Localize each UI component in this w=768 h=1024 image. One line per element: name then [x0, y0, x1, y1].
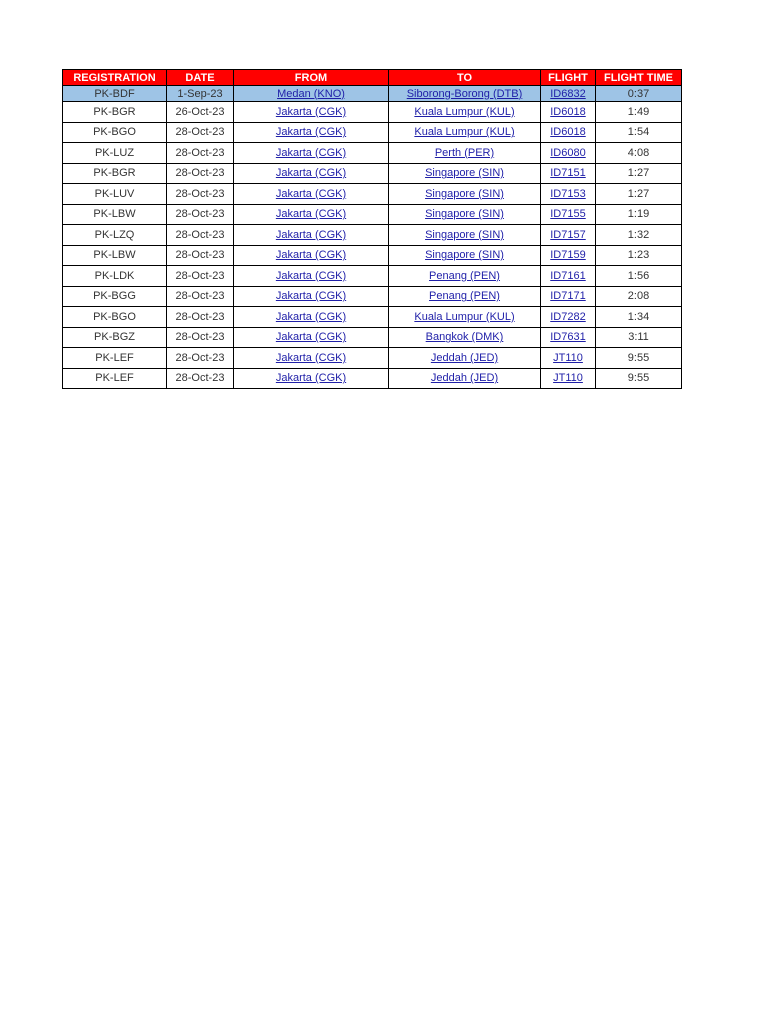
to-link-wrap: [389, 163, 541, 184]
flight-time-cell: 1:32: [627, 228, 650, 241]
flight-time-cell-wrap: [596, 184, 682, 205]
table-body: [63, 86, 682, 389]
from-link-wrap: [234, 102, 389, 123]
registration-cell: PK-LUV: [94, 187, 135, 200]
from-link-wrap: [234, 245, 389, 266]
registration-cell-wrap: [63, 184, 167, 205]
flight-link[interactable]: ID7161: [550, 269, 586, 282]
flight-time-cell: 0:37: [627, 87, 650, 100]
date-cell-wrap: [167, 184, 234, 205]
flight-link-wrap: [541, 86, 596, 102]
registration-cell-wrap: [63, 245, 167, 266]
date-cell: 28-Oct-23: [175, 290, 225, 303]
registration-cell: PK-LUZ: [94, 146, 135, 159]
flight-link-wrap: [541, 286, 596, 307]
from-link-wrap: [234, 122, 389, 143]
date-cell-wrap: [167, 225, 234, 246]
to-link[interactable]: Jeddah (JED): [430, 351, 499, 364]
flight-link[interactable]: ID7171: [550, 290, 586, 303]
to-link-wrap: [389, 122, 541, 143]
flight-time-cell: 1:23: [627, 249, 650, 262]
date-cell-wrap: [167, 245, 234, 266]
flight-time-cell: 1:56: [627, 269, 650, 282]
registration-cell-wrap: [63, 143, 167, 164]
registration-cell-wrap: [63, 86, 167, 102]
table-row: [63, 163, 682, 184]
date-cell-wrap: [167, 102, 234, 123]
to-link-wrap: [389, 348, 541, 369]
to-link[interactable]: Perth (PER): [434, 146, 495, 159]
header-date: DATE: [167, 70, 234, 86]
flight-link-wrap: [541, 184, 596, 205]
to-link-wrap: [389, 184, 541, 205]
to-link-wrap: [389, 286, 541, 307]
registration-cell-wrap: [63, 102, 167, 123]
date-cell: 28-Oct-23: [175, 167, 225, 180]
registration-cell: PK-BGR: [93, 167, 136, 180]
table-row: [63, 225, 682, 246]
table-row: [63, 266, 682, 287]
date-cell-wrap: [167, 348, 234, 369]
from-link[interactable]: Jakarta (CGK): [275, 310, 347, 323]
flight-time-cell: 1:54: [627, 126, 650, 139]
from-link[interactable]: Jakarta (CGK): [275, 331, 347, 344]
flight-link[interactable]: ID6018: [550, 126, 586, 139]
table-row: [63, 286, 682, 307]
to-link[interactable]: Singapore (SIN): [425, 187, 504, 200]
date-cell: 28-Oct-23: [175, 269, 225, 282]
table-row: [63, 122, 682, 143]
table-row: [63, 102, 682, 123]
registration-cell-wrap: [63, 286, 167, 307]
flight-table: [62, 69, 682, 389]
flight-time-cell-wrap: [596, 286, 682, 307]
to-link[interactable]: Penang (PEN): [429, 269, 500, 282]
from-link-wrap: [234, 143, 389, 164]
flight-time-cell: 3:11: [628, 331, 649, 344]
header-row: [63, 70, 682, 86]
to-link[interactable]: Siborong-Borong (DTB): [406, 87, 523, 100]
flight-link-wrap: [541, 327, 596, 348]
to-link[interactable]: Singapore (SIN): [425, 167, 504, 180]
flight-link[interactable]: ID7155: [550, 208, 586, 221]
to-link-wrap: [389, 266, 541, 287]
date-cell: 28-Oct-23: [175, 310, 225, 323]
date-cell: 28-Oct-23: [175, 187, 225, 200]
to-link-wrap: [389, 327, 541, 348]
table-row: [63, 245, 682, 266]
table-row: [63, 143, 682, 164]
date-cell-wrap: [167, 204, 234, 225]
flight-time-cell: 1:27: [627, 167, 650, 180]
from-link[interactable]: Jakarta (CGK): [275, 167, 347, 180]
header-flight-time: FLIGHT TIME: [596, 70, 682, 86]
table-row: [63, 348, 682, 369]
date-cell: 28-Oct-23: [175, 126, 225, 139]
flight-time-cell: 9:55: [627, 372, 650, 385]
flight-time-cell-wrap: [596, 245, 682, 266]
flight-link-wrap: [541, 204, 596, 225]
header-registration: REGISTRATION: [63, 70, 167, 86]
to-link[interactable]: Jeddah (JED): [430, 372, 499, 385]
flight-link[interactable]: ID7157: [550, 228, 586, 241]
registration-cell-wrap: [63, 307, 167, 328]
from-link[interactable]: Jakarta (CGK): [275, 228, 347, 241]
flight-time-cell: 4:08: [627, 146, 650, 159]
from-link-wrap: [234, 368, 389, 389]
flight-link-wrap: [541, 266, 596, 287]
to-link-wrap: [389, 102, 541, 123]
registration-cell: PK-LDK: [94, 269, 135, 282]
registration-cell: PK-LBW: [93, 249, 136, 262]
header-to: TO: [389, 70, 541, 86]
from-link-wrap: [234, 266, 389, 287]
to-link-wrap: [389, 307, 541, 328]
registration-cell: PK-BDF: [94, 87, 135, 100]
registration-cell-wrap: [63, 327, 167, 348]
to-link[interactable]: Kuala Lumpur (KUL): [414, 310, 515, 323]
date-cell: 28-Oct-23: [175, 146, 225, 159]
from-link-wrap: [234, 163, 389, 184]
to-link-wrap: [389, 368, 541, 389]
flight-link-wrap: [541, 225, 596, 246]
registration-cell-wrap: [63, 163, 167, 184]
flight-link[interactable]: ID7631: [550, 331, 586, 344]
flight-link[interactable]: JT110: [553, 372, 583, 385]
table-row: [63, 307, 682, 328]
registration-cell-wrap: [63, 204, 167, 225]
date-cell-wrap: [167, 86, 234, 102]
flight-link-wrap: [541, 102, 596, 123]
flight-time-cell-wrap: [596, 204, 682, 225]
date-cell: 28-Oct-23: [175, 228, 225, 241]
flight-time-cell-wrap: [596, 143, 682, 164]
to-link[interactable]: Kuala Lumpur (KUL): [414, 105, 515, 118]
to-link-wrap: [389, 143, 541, 164]
date-cell: 28-Oct-23: [175, 331, 225, 344]
from-link[interactable]: Jakarta (CGK): [275, 208, 347, 221]
flight-time-cell-wrap: [596, 163, 682, 184]
to-link[interactable]: Singapore (SIN): [425, 249, 504, 262]
registration-cell-wrap: [63, 348, 167, 369]
date-cell-wrap: [167, 327, 234, 348]
date-cell: 28-Oct-23: [175, 372, 225, 385]
date-cell-wrap: [167, 286, 234, 307]
flight-time-cell-wrap: [596, 368, 682, 389]
from-link[interactable]: Jakarta (CGK): [275, 105, 347, 118]
flight-time-cell-wrap: [596, 348, 682, 369]
to-link[interactable]: Kuala Lumpur (KUL): [414, 126, 515, 139]
flight-time-cell: 1:19: [627, 208, 650, 221]
flight-link[interactable]: ID6832: [550, 87, 586, 100]
flight-time-cell: 9:55: [627, 351, 650, 364]
registration-cell: PK-LEF: [95, 372, 134, 385]
from-link[interactable]: Jakarta (CGK): [275, 187, 347, 200]
from-link[interactable]: Jakarta (CGK): [275, 126, 347, 139]
registration-cell-wrap: [63, 368, 167, 389]
from-link[interactable]: Jakarta (CGK): [275, 351, 347, 364]
to-link-wrap: [389, 204, 541, 225]
date-cell-wrap: [167, 143, 234, 164]
registration-cell-wrap: [63, 225, 167, 246]
date-cell-wrap: [167, 368, 234, 389]
date-cell: 26-Oct-23: [175, 105, 225, 118]
table-row: [63, 204, 682, 225]
date-cell: 1-Sep-23: [177, 87, 223, 100]
header-from: FROM: [234, 70, 389, 86]
flight-time-cell-wrap: [596, 327, 682, 348]
flight-link-wrap: [541, 368, 596, 389]
flight-link[interactable]: ID6018: [550, 105, 586, 118]
flight-link-wrap: [541, 348, 596, 369]
flight-time-cell-wrap: [596, 86, 682, 102]
registration-cell: PK-BGO: [93, 310, 136, 323]
flight-time-cell-wrap: [596, 225, 682, 246]
to-link[interactable]: Singapore (SIN): [425, 208, 504, 221]
registration-cell: PK-LEF: [95, 351, 134, 364]
date-cell-wrap: [167, 266, 234, 287]
flight-time-cell-wrap: [596, 102, 682, 123]
table-row: [63, 327, 682, 348]
date-cell: 28-Oct-23: [175, 249, 225, 262]
flight-link[interactable]: ID7282: [550, 310, 586, 323]
flight-time-cell-wrap: [596, 307, 682, 328]
date-cell: 28-Oct-23: [175, 208, 225, 221]
header-flight: FLIGHT: [541, 70, 596, 86]
flight-log-sheet: [62, 69, 682, 389]
flight-time-cell: 1:27: [627, 187, 650, 200]
flight-link-wrap: [541, 122, 596, 143]
date-cell: 28-Oct-23: [175, 351, 225, 364]
from-link[interactable]: Jakarta (CGK): [275, 269, 347, 282]
date-cell-wrap: [167, 307, 234, 328]
registration-cell-wrap: [63, 122, 167, 143]
flight-link[interactable]: JT110: [553, 351, 583, 364]
table-row: [63, 368, 682, 389]
flight-link-wrap: [541, 245, 596, 266]
to-link-wrap: [389, 86, 541, 102]
from-link-wrap: [234, 307, 389, 328]
flight-link[interactable]: ID6080: [550, 146, 586, 159]
flight-link[interactable]: ID7159: [550, 249, 586, 262]
from-link-wrap: [234, 204, 389, 225]
from-link[interactable]: Jakarta (CGK): [275, 372, 347, 385]
to-link[interactable]: Singapore (SIN): [425, 228, 504, 241]
from-link-wrap: [234, 348, 389, 369]
from-link[interactable]: Jakarta (CGK): [275, 146, 347, 159]
from-link-wrap: [234, 184, 389, 205]
from-link[interactable]: Jakarta (CGK): [275, 249, 347, 262]
flight-time-cell-wrap: [596, 122, 682, 143]
registration-cell: PK-LBW: [93, 208, 136, 221]
flight-time-cell: 2:08: [627, 290, 650, 303]
to-link-wrap: [389, 225, 541, 246]
to-link-wrap: [389, 245, 541, 266]
registration-cell: PK-BGZ: [94, 331, 135, 344]
table-row: [63, 86, 682, 102]
table-row: [63, 184, 682, 205]
registration-cell: PK-LZQ: [94, 228, 135, 241]
from-link-wrap: [234, 286, 389, 307]
registration-cell-wrap: [63, 266, 167, 287]
from-link-wrap: [234, 327, 389, 348]
flight-link-wrap: [541, 163, 596, 184]
flight-link[interactable]: ID7151: [550, 167, 586, 180]
registration-cell: PK-BGG: [93, 290, 136, 303]
to-link[interactable]: Bangkok (DMK): [425, 331, 504, 344]
from-link[interactable]: Jakarta (CGK): [275, 290, 347, 303]
from-link-wrap: [234, 225, 389, 246]
registration-cell: PK-BGR: [93, 105, 136, 118]
date-cell-wrap: [167, 122, 234, 143]
flight-link-wrap: [541, 143, 596, 164]
flight-link[interactable]: ID7153: [550, 187, 586, 200]
from-link-wrap: [234, 86, 389, 102]
date-cell-wrap: [167, 163, 234, 184]
to-link[interactable]: Penang (PEN): [429, 290, 500, 303]
flight-time-cell: 1:34: [627, 310, 650, 323]
flight-time-cell: 1:49: [627, 105, 650, 118]
flight-time-cell-wrap: [596, 266, 682, 287]
from-link[interactable]: Medan (KNO): [277, 87, 345, 100]
registration-cell: PK-BGO: [93, 126, 136, 139]
flight-link-wrap: [541, 307, 596, 328]
